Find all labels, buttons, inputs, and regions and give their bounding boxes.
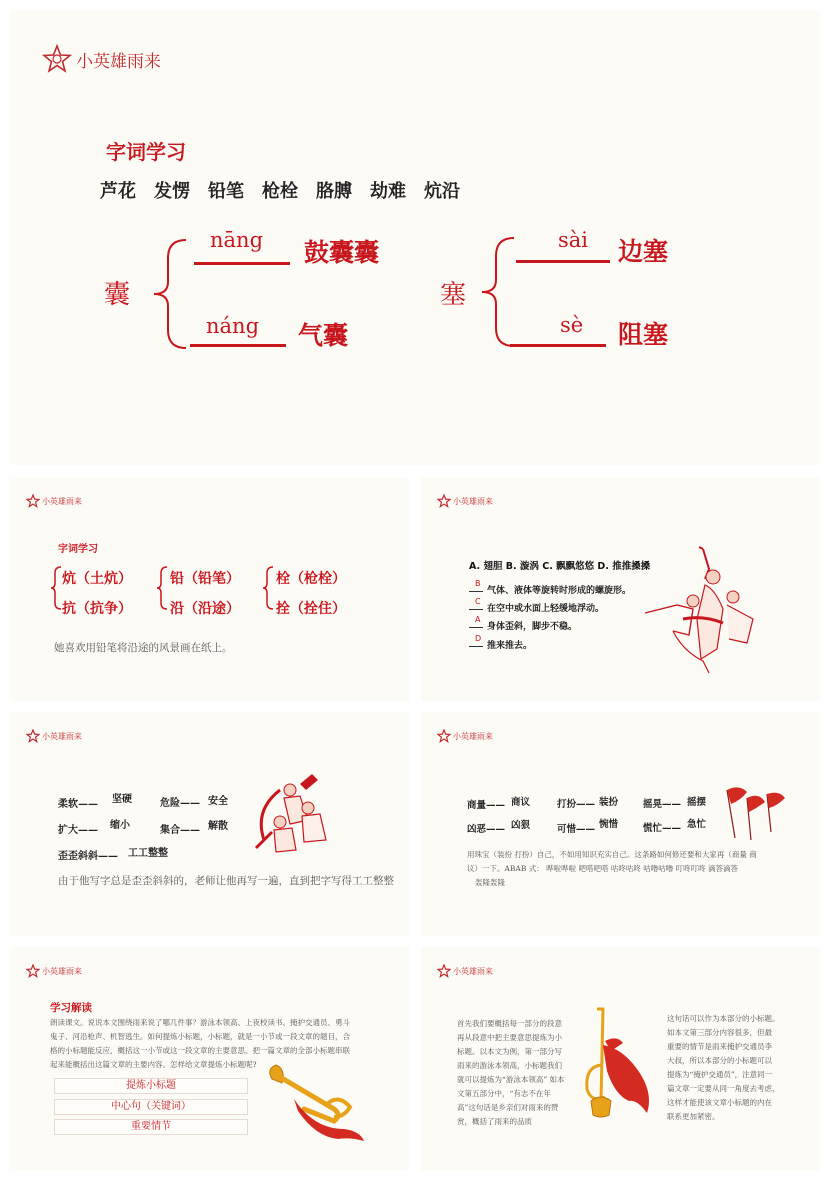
section-title: 字词学习 — [58, 544, 98, 555]
definition-text: 气体、液体等旋转时形成的螺旋形。 — [487, 586, 632, 596]
method-button-key-plot[interactable]: 重要情节 — [54, 1119, 248, 1135]
pinyin-label: sè — [560, 313, 584, 337]
answer-blank — [469, 619, 483, 628]
pair-right: 摇摆 — [687, 797, 707, 808]
red-flags-icon — [717, 782, 787, 842]
section-title: 学习解读 — [50, 1002, 92, 1014]
pinyin-label: nāng — [210, 228, 264, 252]
intro-line: 朗读课文。说说本文围绕雨来说了哪几件事？游泳本领高、上夜校读书、掩护交通员、勇斗 — [50, 1018, 350, 1027]
right-text-line: 重要的情节是雨来掩护交通员李 — [667, 1042, 772, 1051]
char-group-top: 铅（铅笔） — [170, 571, 240, 587]
pair-left: 商量—— — [467, 800, 506, 811]
pair-right: 装扮 — [599, 797, 619, 808]
slide-synonyms — [421, 712, 820, 936]
word-item: 枪栓 — [262, 181, 298, 202]
bugle-with-ribbon-icon — [581, 1005, 661, 1125]
hammer-sickle-figures-illustration — [250, 770, 340, 860]
pinyin-label: náng — [206, 314, 260, 338]
left-text-line: 首先我们要概括每一部分的段意 — [457, 1019, 562, 1028]
star-emblem-icon — [26, 494, 40, 508]
slide-vocab-main — [10, 10, 820, 465]
pair-left: 柔软—— — [58, 799, 98, 810]
intro-line: 起来能概括出这篇文章的主要内容。怎样给文章提炼小标题呢? — [50, 1060, 257, 1069]
brand-logo — [437, 494, 493, 508]
brand-name: 小英雄雨来 — [42, 731, 82, 741]
right-text-line: 大叔，所以本部分的小标题可以 — [667, 1056, 772, 1065]
right-text-line: 如本文第三部分内容很多，但最 — [667, 1028, 772, 1037]
left-text-line: 雨来的游泳本领高，小标题我们 — [457, 1061, 562, 1070]
method-button-title[interactable]: 提炼小标题 — [54, 1078, 248, 1094]
word-list — [100, 177, 460, 203]
char-group-bottom: 沿（沿途） — [170, 601, 240, 617]
word-item: 炕沿 — [424, 181, 460, 202]
pair-left: 扩大—— — [58, 825, 98, 836]
brand-name: 小英雄雨来 — [42, 966, 82, 976]
word-item: 劫难 — [370, 181, 406, 202]
answer-letter: C — [475, 597, 481, 606]
char-group-top: 炕（土炕） — [62, 571, 132, 587]
pair-left: 歪歪斜斜—— — [58, 851, 118, 862]
pair-left: 摇晃—— — [643, 799, 682, 810]
right-text-line: 篇文章一定要从同一角度去考虑， — [667, 1084, 780, 1093]
brand-logo — [26, 964, 82, 978]
brand-logo — [26, 494, 82, 508]
pair-left: 可惜—— — [557, 824, 596, 835]
note-line: 议）一下。ABAB 式： 哗啦哗啦 吧嗒吧嗒 咕咚咕咚 咕噜咕噜 叮咚叮咚 滴答滴答 — [467, 864, 739, 873]
pair-right: 解散 — [208, 821, 228, 832]
right-text-line: 提炼为“掩护交通员”，注意同一 — [667, 1070, 773, 1079]
brace-icon — [262, 565, 274, 611]
pair-right: 坚硬 — [112, 794, 132, 805]
answer-blank — [469, 583, 483, 592]
brand-name: 小英雄雨来 — [76, 51, 161, 72]
polyphone-char-1: 囊 — [104, 280, 131, 310]
brand-logo — [437, 729, 493, 743]
pair-right: 急忙 — [687, 819, 707, 830]
answer-blank — [194, 240, 290, 265]
pair-right: 工工整整 — [128, 848, 168, 859]
slide-study-guide — [10, 947, 409, 1171]
pair-right: 凶狠 — [511, 820, 531, 831]
slide-explanation — [421, 947, 820, 1171]
polyphone-char-2: 塞 — [440, 280, 467, 310]
word-item: 发愣 — [154, 181, 190, 202]
word-item: 芦花 — [100, 181, 136, 202]
char-group-bottom: 拴（拴住） — [276, 601, 346, 617]
star-emblem-icon — [437, 729, 451, 743]
revolutionary-figures-illustration — [643, 539, 763, 674]
left-text-line: 赏，概括了雨来的品质 — [457, 1117, 532, 1126]
answer-letter: B — [475, 579, 481, 588]
example-word: 阻塞 — [618, 320, 669, 349]
word-item: 铅笔 — [208, 181, 244, 202]
definition-text: 身体歪斜，脚步不稳。 — [487, 622, 578, 632]
example-word: 气囊 — [298, 321, 349, 350]
brand-logo — [437, 964, 493, 978]
intro-line: 格的小标题能反应，概括这一小节或这一段文章的主要意思。把一篇文章的全部小标题串联 — [50, 1046, 350, 1055]
example-sentence: 她喜欢用铅笔将沿途的风景画在纸上。 — [54, 642, 233, 654]
method-button-central-sentence[interactable]: 中心句（关键词） — [54, 1099, 248, 1115]
section-title: 字词学习 — [106, 140, 186, 164]
note-line: 用珠宝（装扮 打扮）自己，不如用知识充实自己。这条路如何修还要和大家再（商量 商 — [467, 850, 757, 859]
left-text-line: 就可以提炼为“游泳本领高” 如本 — [457, 1075, 565, 1084]
left-text-line: 标题。以本文为例，第一部分写 — [457, 1047, 562, 1056]
note-line: 轰隆轰隆 — [475, 878, 505, 887]
brace-icon — [50, 565, 62, 611]
pair-right: 商议 — [511, 797, 531, 808]
star-emblem-icon — [437, 964, 451, 978]
brand-name: 小英雄雨来 — [42, 496, 82, 506]
pair-left: 危险—— — [160, 798, 200, 809]
pair-left: 慌忙—— — [643, 823, 682, 834]
right-text-line: 联系更加紧密。 — [667, 1112, 720, 1121]
answer-blank — [190, 322, 286, 347]
brand-logo — [42, 44, 161, 74]
char-group-top: 栓（枪栓） — [276, 571, 346, 587]
example-word: 边塞 — [618, 237, 669, 266]
brand-name: 小英雄雨来 — [453, 731, 493, 741]
answer-blank — [469, 601, 483, 610]
answer-blank — [469, 638, 483, 647]
left-text-line: 高”这句话是乡亲们对雨来的赞 — [457, 1103, 559, 1112]
star-emblem-icon — [42, 44, 72, 74]
pair-left: 集合—— — [160, 825, 200, 836]
left-text-line: 再从段意中把主要意思提炼为小 — [457, 1033, 562, 1042]
definition-text: 推来推去。 — [487, 641, 533, 651]
answer-letter: D — [475, 634, 482, 643]
pair-right: 缩小 — [110, 820, 130, 831]
slide-vocab-chars — [10, 477, 409, 701]
example-word: 鼓囊囊 — [304, 238, 380, 267]
star-emblem-icon — [26, 964, 40, 978]
definition-text: 在空中或水面上轻缓地浮动。 — [487, 604, 605, 614]
word-item: 胳膊 — [316, 181, 352, 202]
slide-matching — [421, 477, 820, 701]
right-text-line: 这句话可以作为本部分的小标题。 — [667, 1014, 780, 1023]
char-group-bottom: 抗（抗争） — [62, 601, 132, 617]
example-sentence: 由于他写字总是歪歪斜斜的，老师让他再写一遍，直到把字写得工工整整 — [58, 875, 394, 887]
left-text-line: 文第五部分中，“有志不在年 — [457, 1089, 551, 1098]
brace-icon — [150, 236, 190, 352]
pair-right: 惋惜 — [599, 819, 619, 830]
pair-right: 安全 — [208, 796, 228, 807]
brand-logo — [26, 729, 82, 743]
answer-blank — [516, 238, 610, 263]
brand-name: 小英雄雨来 — [453, 496, 493, 506]
slide-antonyms — [10, 712, 409, 936]
brace-icon — [156, 565, 168, 611]
star-emblem-icon — [437, 494, 451, 508]
right-text-line: 这样才能使该文章小标题的内在 — [667, 1098, 772, 1107]
bugle-icon — [264, 1059, 374, 1143]
brand-name: 小英雄雨来 — [453, 966, 493, 976]
answer-blank — [510, 322, 606, 347]
answer-letter: A — [475, 615, 481, 624]
pinyin-label: sài — [558, 228, 589, 252]
star-emblem-icon — [26, 729, 40, 743]
pair-left: 凶恶—— — [467, 824, 506, 835]
option-list: A. 翅胆 B. 漩涡 C. 飘飘悠悠 D. 推推搡搡 — [469, 561, 651, 572]
intro-line: 鬼子、河沿枪声、机智逃生。如何提炼小标题，小标题，就是一小节或一段文章的题目，合 — [50, 1032, 350, 1041]
pair-left: 打扮—— — [557, 799, 596, 810]
